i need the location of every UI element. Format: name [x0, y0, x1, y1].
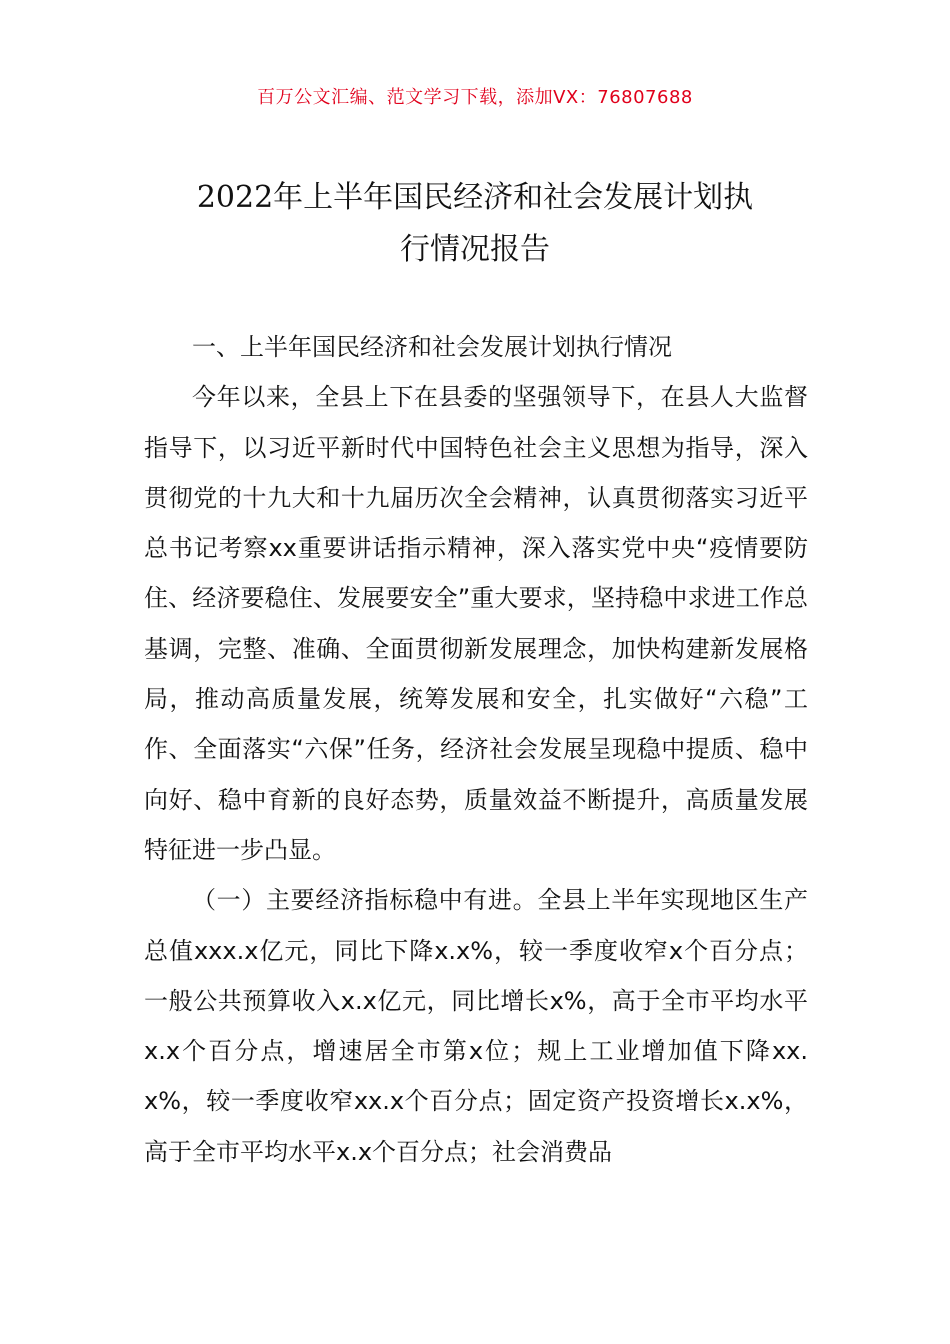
header-promo-note: 百万公文汇编、范文学习下载，添加VX：76807688	[257, 87, 693, 108]
body-paragraph-1: 今年以来，全县上下在县委的坚强领导下，在县人大监督指导下，以习近平新时代中国特色社会主义思想为指导，深入贯彻党的十九大和十九届历次全会精神，认真贯彻落实习近平总书记考察xx重要讲话指示精神，深入落实党中央“疫情要防住、经济要稳住、发展要安全”重大要求，坚持稳中求进工作总基调，完整、准确、全面贯彻新发展理念，加快构建新发展格局，推动高质量发展，统筹发展和安全，扎实做好“六稳”工作、全面落实“六保”任务，经济社会发展呈现稳中提质、稳中向好、稳中育新的良好态势，质量效益不断提升，高质量发展特征进一步凸显。	[144, 383, 808, 864]
title-line-2: 行情况报告	[400, 232, 550, 267]
section-heading: 一、上半年国民经济和社会发展计划执行情况	[192, 333, 672, 361]
title-line-1: 2022年上半年国民经济和社会发展计划执	[196, 180, 754, 215]
document-title	[130, 172, 820, 276]
document-body	[144, 322, 808, 1177]
body-paragraph-2: （一）主要经济指标稳中有进。全县上半年实现地区生产总值xxx.x亿元，同比下降x.x%，较一季度收窄x个百分点；一般公共预算收入x.x亿元，同比增长x%，高于全市平均水平x.x个百分点，增速居全市第x位；规上工业增加值下降xx.x%，较一季度收窄xx.x个百分点；固定资产投资增长x.x%，高于全市平均水平x.x个百分点；社会消费品	[144, 886, 808, 1166]
